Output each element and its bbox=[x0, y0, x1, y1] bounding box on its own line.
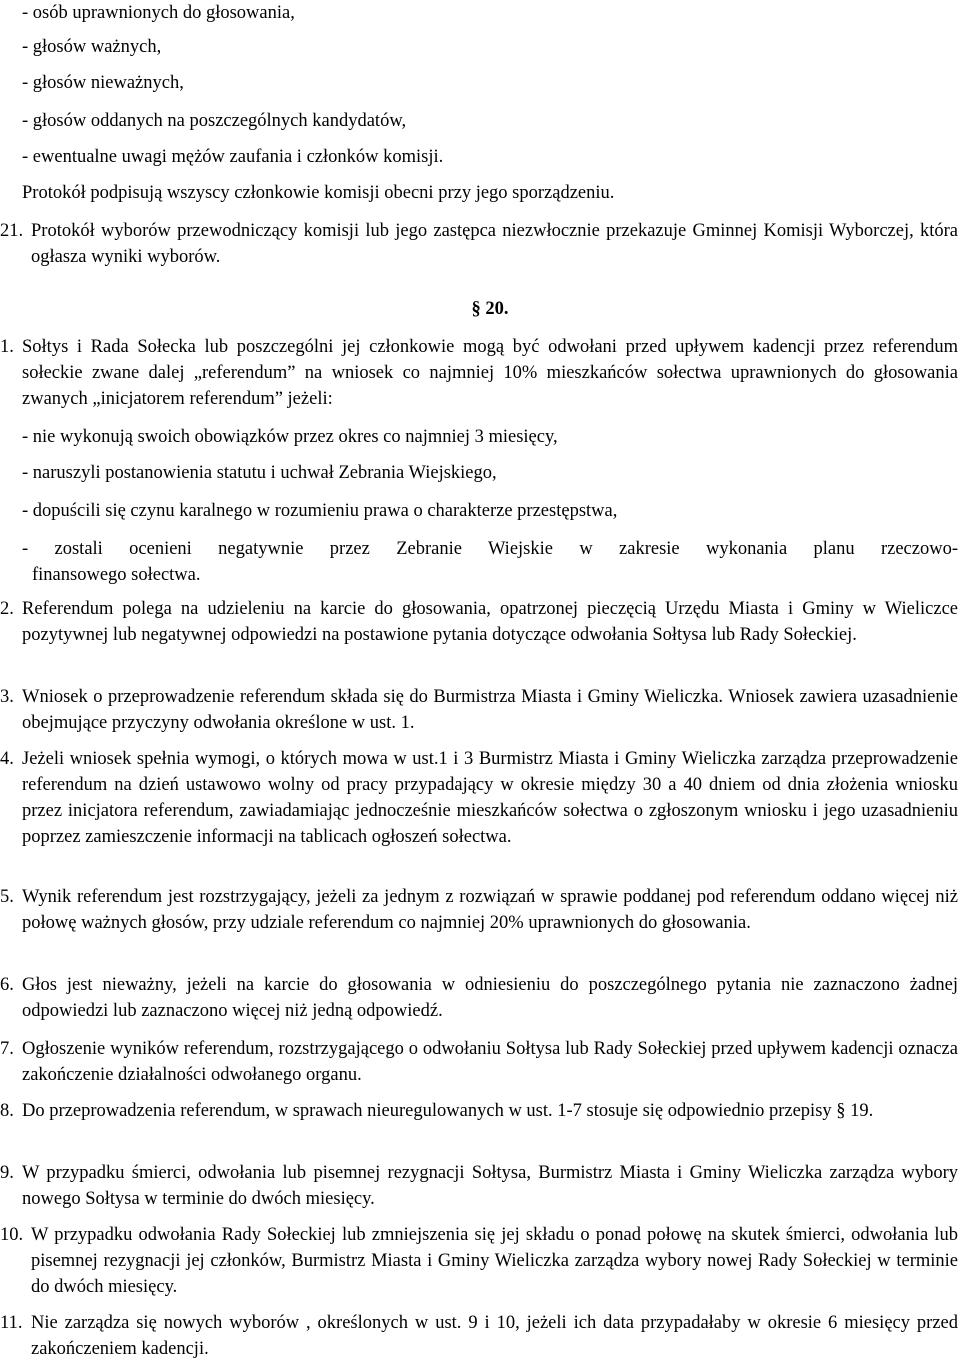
paragraph-number: 21. bbox=[0, 221, 24, 241]
paragraph-text: Wniosek o przeprowadzenie referendum składa się do Burmistrza Miasta i Gminy Wieliczka. Wniosek zawiera uzasadnienie obejmujące przyczyny odwołania określone w ust. 1. bbox=[22, 687, 958, 733]
paragraph-5 bbox=[0, 884, 958, 936]
paragraph-2 bbox=[0, 596, 958, 648]
paragraph-8 bbox=[0, 1098, 958, 1124]
paragraph-10 bbox=[0, 1222, 958, 1300]
paragraph-text: Referendum polega na udzieleniu na karcie do głosowania, opatrzonej pieczęcią Urzędu Miasta i Gminy w Wieliczce pozytywnej lub negatywnej odpowiedzi na postawione pytania dotyczące odwołania Sołtysa lub Rady Sołeckiej. bbox=[22, 599, 958, 645]
paragraph-4 bbox=[0, 746, 958, 850]
list-item: - głosów oddanych na poszczególnych kandydatów, bbox=[22, 111, 407, 131]
condition-item: - dopuścili się czynu karalnego w rozumieniu prawa o charakterze przestępstwa, bbox=[22, 501, 618, 521]
paragraph-number: 7. bbox=[0, 1039, 14, 1059]
condition-first-line: - zostali ocenieni negatywnie przez Zebranie Wiejskie w zakresie wykonania planu rzeczowo- bbox=[22, 539, 958, 559]
paragraph-number: 2. bbox=[0, 599, 14, 619]
paragraph-11 bbox=[0, 1310, 958, 1362]
paragraph-text: Protokół wyborów przewodniczący komisji lub jego zastępca niezwłocznie przekazuje Gminnej Komisji Wyborczej, która ogłasza wyniki wyborów. bbox=[31, 221, 958, 267]
paragraph-text: Nie zarządza się nowych wyborów , określonych w ust. 9 i 10, jeżeli ich data przypadałaby w okresie 6 miesięcy przed zakończeniem kadencji. bbox=[31, 1313, 958, 1359]
paragraph-number: 9. bbox=[0, 1163, 14, 1183]
paragraph-number: 1. bbox=[0, 337, 14, 357]
paragraph-number: 10. bbox=[0, 1225, 24, 1245]
paragraph-number: 11. bbox=[0, 1313, 23, 1333]
section-heading bbox=[0, 296, 960, 322]
paragraph-text: Sołtys i Rada Sołecka lub poszczególni jej członkowie mogą być odwołani przed upływem kadencji przez referendum sołeckie zwane dalej „referendum” na wniosek co najmniej 10% mieszkańców sołectwa uprawnionych do głosowania zwanych „inicjatorem referendum” jeżeli: bbox=[22, 337, 958, 409]
paragraph-number: 4. bbox=[0, 749, 14, 769]
list-item: - głosów nieważnych, bbox=[22, 73, 184, 93]
paragraph-7 bbox=[0, 1036, 958, 1088]
paragraph-number: 5. bbox=[0, 887, 14, 907]
paragraph-number: 8. bbox=[0, 1101, 14, 1121]
paragraph-number: 6. bbox=[0, 975, 14, 995]
paragraph-text: W przypadku odwołania Rady Sołeckiej lub zmniejszenia się jej składu o ponad połowę na skutek śmierci, odwołania lub pisemnej rezygnacji jej członków, Burmistrz Miasta i Gminy Wieliczka zarządza wybory nowej Rady Sołeckiej w terminie do dwóch miesięcy. bbox=[31, 1225, 958, 1297]
paragraph-6 bbox=[0, 972, 958, 1024]
paragraph-21 bbox=[0, 218, 958, 270]
paragraph-number: 3. bbox=[0, 687, 14, 707]
paragraph-text: Jeżeli wniosek spełnia wymogi, o których mowa w ust.1 i 3 Burmistrz Miasta i Gminy Wieliczka zarządza przeprowadzenie referendum na dzień ustawowo wolny od pracy przypadający w okresie między 30 a 40 dniem od dnia złożenia wniosku przez inicjatora referendum, zawiadamiając jednocześnie mieszkańców sołectwa o zgłoszonym wniosku i jego uzasadnieniu poprzez zamieszczenie informacji na tablicach ogłoszeń sołectwa. bbox=[22, 749, 958, 847]
paragraph-text: Do przeprowadzenia referendum, w sprawach nieuregulowanych w ust. 1-7 stosuje się odpowiednio przepisy § 19. bbox=[22, 1101, 874, 1121]
condition-item: - nie wykonują swoich obowiązków przez okres co najmniej 3 miesięcy, bbox=[22, 427, 558, 447]
list-item: - ewentualne uwagi mężów zaufania i członków komisji. bbox=[22, 147, 444, 167]
list-item: - głosów ważnych, bbox=[22, 37, 162, 57]
paragraph-text: W przypadku śmierci, odwołania lub pisemnej rezygnacji Sołtysa, Burmistrz Miasta i Gminy Wieliczka zarządza wybory nowego Sołtysa w terminie do dwóch miesięcy. bbox=[22, 1163, 958, 1209]
condition-item: - naruszyli postanowienia statutu i uchwał Zebrania Wiejskiego, bbox=[22, 463, 497, 483]
list-item: - osób uprawnionych do głosowania, bbox=[22, 3, 295, 23]
condition-continuation: finansowego sołectwa. bbox=[32, 565, 201, 585]
section-heading-text: § 20. bbox=[471, 299, 509, 319]
paragraph-1 bbox=[0, 334, 958, 412]
paragraph-text: Głos jest nieważny, jeżeli na karcie do głosowania w odniesieniu do poszczególnego pytania nie zaznaczono żadnej odpowiedzi lub zaznaczono więcej niż jedną odpowiedź. bbox=[22, 975, 958, 1021]
list-item: Protokół podpisują wszyscy członkowie komisji obecni przy jego sporządzeniu. bbox=[22, 183, 615, 203]
paragraph-text: Ogłoszenie wyników referendum, rozstrzygającego o odwołaniu Sołtysa lub Rady Sołeckiej przed upływem kadencji oznacza zakończenie działalności odwołanego organu. bbox=[22, 1039, 958, 1085]
paragraph-9 bbox=[0, 1160, 958, 1212]
condition-item bbox=[22, 536, 958, 588]
paragraph-text: Wynik referendum jest rozstrzygający, jeżeli za jednym z rozwiązań w sprawie poddanej pod referendum oddano więcej niż połowę ważnych głosów, przy udziale referendum co najmniej 20% uprawnionych do głosowania. bbox=[22, 887, 958, 933]
paragraph-3 bbox=[0, 684, 958, 736]
